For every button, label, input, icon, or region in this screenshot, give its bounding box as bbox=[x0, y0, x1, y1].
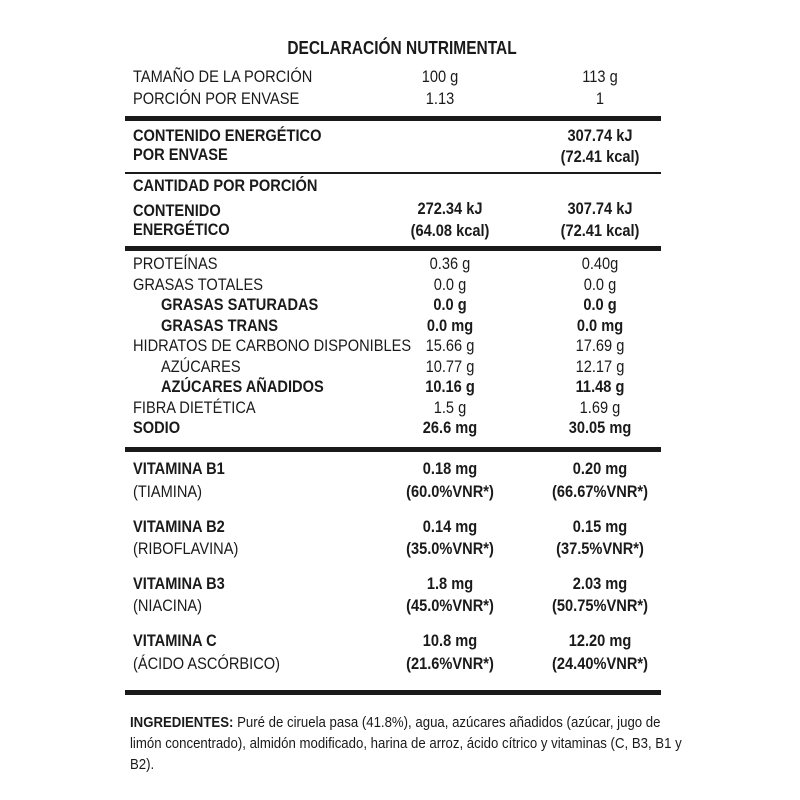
nutrient-col1: 0.0 g bbox=[433, 295, 467, 314]
nutrient-label: GRASAS TRANS bbox=[161, 316, 278, 335]
energy-portion-col1-kj: 272.34 kJ bbox=[417, 199, 483, 218]
nutrient-label: SODIO bbox=[133, 418, 181, 437]
ingredients-block bbox=[130, 712, 690, 775]
vitamin-name: VITAMINA B3 bbox=[133, 574, 225, 593]
energy-portion-col1-kcal: (64.08 kcal) bbox=[410, 221, 490, 240]
vitamin-col2-vnr: (37.5%VNR*) bbox=[556, 539, 644, 558]
vitamin-col2-vnr: (66.67%VNR*) bbox=[552, 482, 648, 501]
nutrient-label: HIDRATOS DE CARBONO DISPONIBLES bbox=[133, 336, 412, 355]
serving-size-col1: 100 g bbox=[421, 67, 459, 86]
vitamin-col1-vnr: (21.6%VNR*) bbox=[406, 654, 494, 673]
vitamin-col2-amount: 0.20 mg bbox=[572, 459, 628, 478]
energy-pack-label-2: POR ENVASE bbox=[133, 145, 228, 164]
nutrient-label: GRASAS SATURADAS bbox=[161, 295, 319, 314]
vitamin-col2-amount: 0.15 mg bbox=[572, 517, 628, 536]
servings-per-pack-label: PORCIÓN POR ENVASE bbox=[133, 89, 300, 108]
nutrient-col1: 10.77 g bbox=[425, 357, 475, 376]
nutrient-col1: 0.0 g bbox=[433, 275, 467, 294]
ingredients-label: INGREDIENTES: bbox=[130, 714, 234, 731]
servings-per-pack-col2: 1 bbox=[595, 89, 605, 108]
energy-portion-col2-kj: 307.74 kJ bbox=[567, 199, 633, 218]
nutrient-label: PROTEÍNAS bbox=[133, 254, 218, 273]
nutrient-col2: 0.0 g bbox=[583, 295, 617, 314]
divider-thick bbox=[125, 246, 661, 251]
vitamin-name: VITAMINA B1 bbox=[133, 459, 225, 478]
nutrient-col2: 1.69 g bbox=[579, 398, 621, 417]
vitamin-subname: (ÁCIDO ASCÓRBICO) bbox=[133, 654, 281, 673]
nutrient-col2: 11.48 g bbox=[575, 377, 625, 396]
energy-pack-label-1: CONTENIDO ENERGÉTICO bbox=[133, 126, 322, 145]
nutrient-label: FIBRA DIETÉTICA bbox=[133, 398, 256, 417]
per-portion-heading: CANTIDAD POR PORCIÓN bbox=[133, 176, 318, 195]
vitamin-col2-amount: 2.03 mg bbox=[572, 574, 628, 593]
energy-pack-kcal: (72.41 kcal) bbox=[560, 147, 640, 166]
nutrient-col2: 0.0 mg bbox=[576, 316, 624, 335]
vitamin-col1-amount: 0.18 mg bbox=[422, 459, 478, 478]
nutrient-col2: 30.05 mg bbox=[568, 418, 632, 437]
nutrient-col1: 15.66 g bbox=[425, 336, 475, 355]
nutrient-col1: 1.5 g bbox=[433, 398, 467, 417]
ingredients-text: Puré de ciruela pasa (41.8%), agua, azúcares añadidos (azúcar, jugo de limón concentrado), almidón modificado, harina de arroz, ácido cítrico y vitaminas (C, B3, B1 y B2). bbox=[130, 714, 682, 773]
serving-size-col2: 113 g bbox=[582, 67, 618, 86]
nutrient-label: AZÚCARES AÑADIDOS bbox=[161, 377, 324, 396]
divider-thick bbox=[125, 116, 661, 121]
energy-portion-col2-kcal: (72.41 kcal) bbox=[560, 221, 640, 240]
vitamin-name: VITAMINA C bbox=[133, 631, 217, 650]
vitamin-col2-amount: 12.20 mg bbox=[568, 631, 632, 650]
nutrient-label: AZÚCARES bbox=[161, 357, 241, 376]
vitamin-subname: (TIAMINA) bbox=[133, 482, 203, 501]
vitamin-col1-vnr: (45.0%VNR*) bbox=[406, 596, 494, 615]
vitamin-col1-amount: 10.8 mg bbox=[422, 631, 478, 650]
nutrient-col2: 0.40g bbox=[581, 254, 619, 273]
vitamin-name: VITAMINA B2 bbox=[133, 517, 225, 536]
serving-size-label: TAMAÑO DE LA PORCIÓN bbox=[133, 67, 313, 86]
vitamin-col1-vnr: (35.0%VNR*) bbox=[406, 539, 494, 558]
vitamin-subname: (RIBOFLAVINA) bbox=[133, 539, 239, 558]
energy-pack-kj: 307.74 kJ bbox=[567, 126, 633, 145]
vitamin-col1-amount: 0.14 mg bbox=[422, 517, 478, 536]
nutrient-col2: 12.17 g bbox=[575, 357, 625, 376]
nutrient-col2: 0.0 g bbox=[583, 275, 617, 294]
nutrient-col1: 10.16 g bbox=[425, 377, 475, 396]
label-title: DECLARACIÓN NUTRIMENTAL bbox=[287, 38, 517, 58]
vitamin-col1-amount: 1.8 mg bbox=[426, 574, 474, 593]
nutrient-col1: 0.36 g bbox=[429, 254, 471, 273]
vitamin-subname: (NIACINA) bbox=[133, 596, 203, 615]
energy-portion-label-2: ENERGÉTICO bbox=[133, 220, 230, 239]
servings-per-pack-col1: 1.13 bbox=[425, 89, 455, 108]
nutrient-col1: 0.0 mg bbox=[426, 316, 474, 335]
divider-thick bbox=[125, 447, 661, 452]
nutrient-label: GRASAS TOTALES bbox=[133, 275, 264, 294]
vitamin-col1-vnr: (60.0%VNR*) bbox=[406, 482, 494, 501]
nutrient-col1: 26.6 mg bbox=[422, 418, 478, 437]
vitamin-col2-vnr: (50.75%VNR*) bbox=[552, 596, 648, 615]
nutrient-col2: 17.69 g bbox=[575, 336, 625, 355]
divider-thick bbox=[125, 690, 661, 695]
vitamin-col2-vnr: (24.40%VNR*) bbox=[552, 654, 648, 673]
divider-thin bbox=[125, 172, 661, 174]
energy-portion-label-1: CONTENIDO bbox=[133, 201, 221, 220]
